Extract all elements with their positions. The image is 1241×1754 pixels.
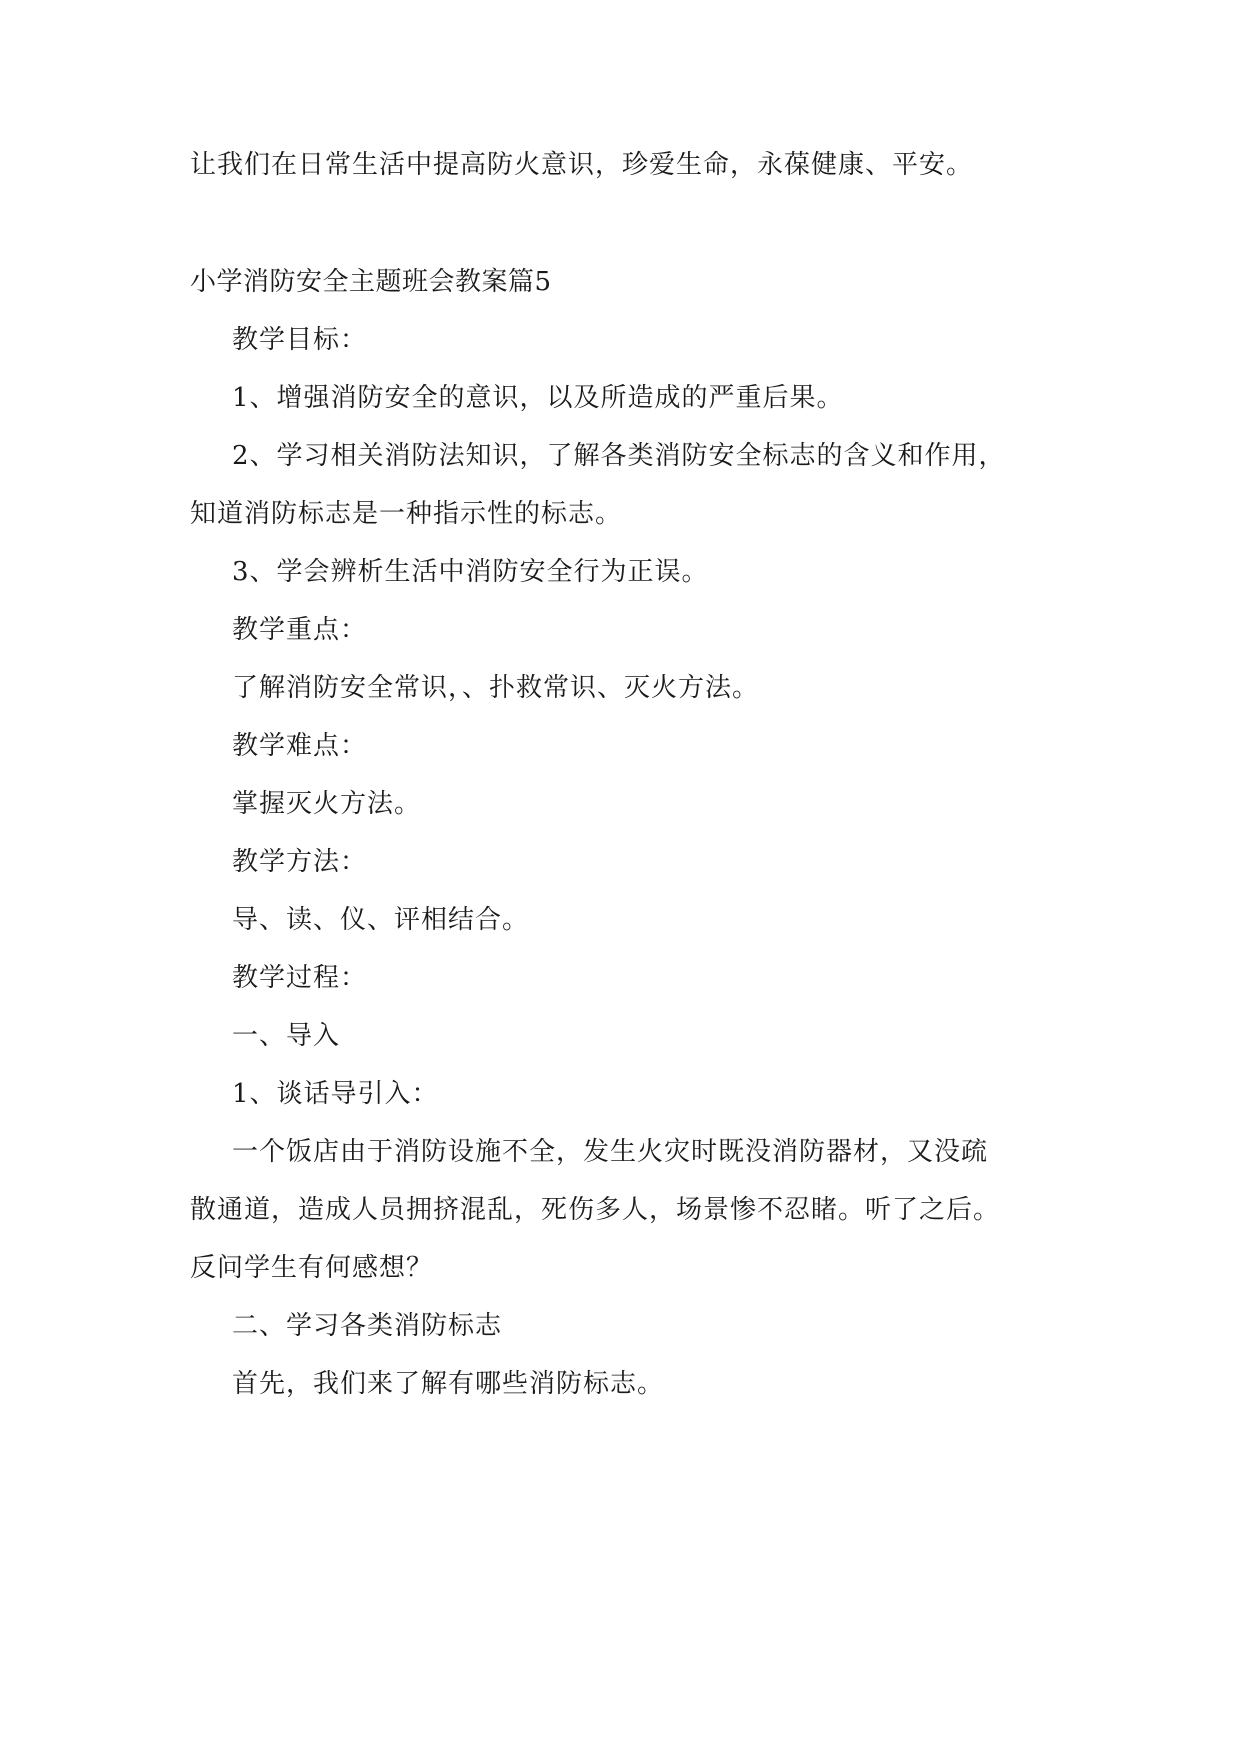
paragraph: 反问学生有何感想？: [190, 1253, 434, 1283]
paragraph: 导、读、仪、评相结合。: [232, 905, 530, 935]
paragraph: 教学重点：: [232, 615, 368, 645]
paragraph: 1、谈话导引入：: [232, 1079, 439, 1109]
paragraph: 教学难点：: [232, 731, 368, 761]
paragraph: 首先，我们来了解有哪些消防标志。: [232, 1369, 665, 1399]
section-title: 小学消防安全主题班会教案篇5: [190, 267, 552, 297]
paragraph: 教学方法：: [232, 847, 368, 877]
paragraph: 教学过程：: [232, 963, 368, 993]
paragraph: 一个饭店由于消防设施不全，发生火灾时既没消防器材，又没疏: [232, 1137, 989, 1167]
paragraph: 2、学习相关消防法知识，了解各类消防安全标志的含义和作用，: [232, 441, 1006, 471]
paragraph: 一、导入: [232, 1021, 341, 1051]
paragraph: 散通道，造成人员拥挤混乱，死伤多人，场景惨不忍睹。听了之后。: [190, 1195, 1001, 1225]
paragraph: 1、增强消防安全的意识，以及所造成的严重后果。: [232, 383, 844, 413]
intro-line: 让我们在日常生活中提高防火意识，珍爱生命，永葆健康、平安。: [190, 150, 974, 180]
paragraph: 了解消防安全常识，、扑救常识、灭火方法。: [232, 673, 760, 703]
paragraph: 知道消防标志是一种指示性的标志。: [190, 499, 623, 529]
paragraph: 教学目标：: [232, 325, 368, 355]
paragraph: 3、学会辨析生活中消防安全行为正误。: [232, 557, 709, 587]
paragraph: 掌握灭火方法。: [232, 789, 422, 819]
paragraph: 二、学习各类消防标志: [232, 1311, 503, 1341]
